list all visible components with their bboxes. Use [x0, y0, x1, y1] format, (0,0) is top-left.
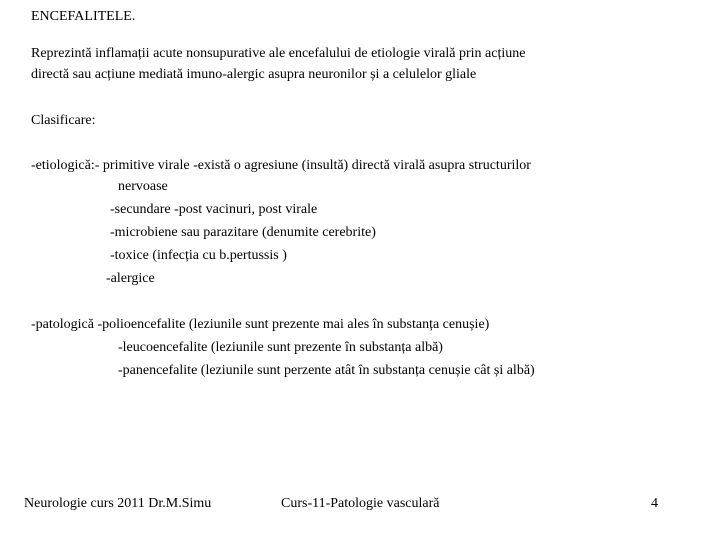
etiologic-line-2: nervoase: [118, 179, 168, 194]
etiologic-line-4: -microbiene sau parazitare (denumite cerebrite): [110, 225, 376, 240]
definition-line-2: directă sau acțiune mediată imuno-alergic asupra neuronilor și a celulelor gliale: [31, 67, 477, 82]
pathologic-line-3: -panencefalite (leziunile sunt perzente atât în substanța cenușie cât și albă): [118, 363, 535, 378]
footer-author: Neurologie curs 2011 Dr.M.Simu: [24, 496, 212, 511]
footer-course: Curs-11-Patologie vasculară: [281, 496, 440, 511]
slide-title: ENCEFALITELE.: [31, 9, 136, 24]
definition-line-1: Reprezintă inflamații acute nonsupurative ale encefalului de etiologie virală prin acțiune: [31, 46, 526, 61]
page-number: 4: [651, 496, 658, 511]
pathologic-line-1: -patologică -polioencefalite (leziunile sunt prezente mai ales în substanța cenușie): [31, 317, 490, 332]
etiologic-line-6: -alergice: [106, 271, 155, 286]
etiologic-line-5: -toxice (infecția cu b.pertussis ): [110, 248, 287, 263]
classification-heading: Clasificare:: [31, 113, 96, 128]
etiologic-line-1: -etiologică:- primitive virale -există o agresiune (insultă) directă virală asupra structurilor: [31, 158, 531, 173]
etiologic-line-3: -secundare -post vacinuri, post virale: [110, 202, 318, 217]
pathologic-line-2: -leucoencefalite (leziunile sunt prezente în substanța albă): [118, 340, 443, 355]
